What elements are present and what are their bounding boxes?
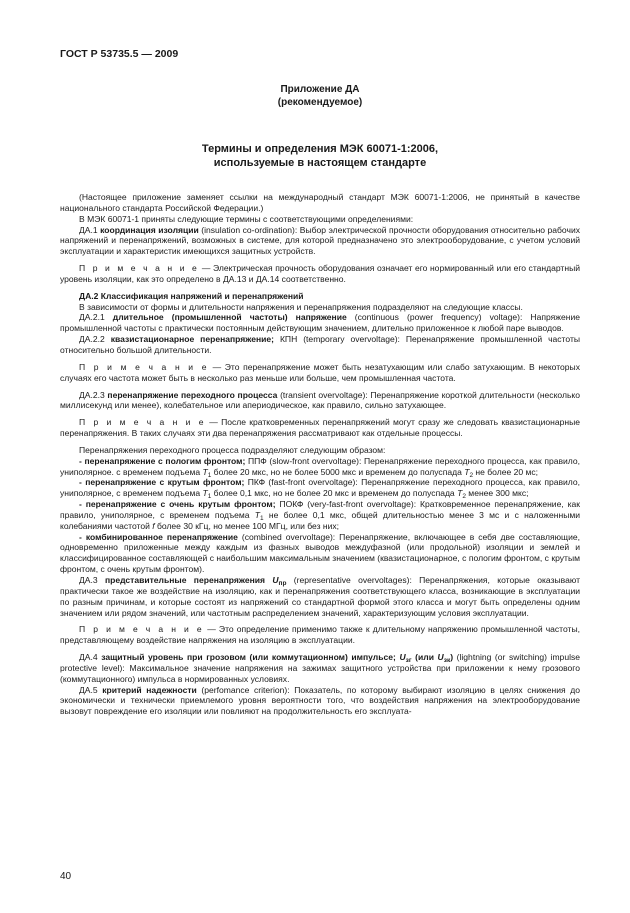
transient-intro: Перенапряжения переходного процесса подразделяют следующим образом: — [79, 444, 386, 455]
definition-da3: ДА.3 представительные перенапряжения $U_{пр}$ (representative overvoltages): Перенапряжения, которые оказывают практически такое же воздействие на изоляцию, как и перенапряжения соответствующего класса, возникающие в эксплуатации по разным причинам, и которые состоят из напряжений со стандартной формой этого класса и могут быть определены одним значением или рядом значений, или частотным распределением значений, характеризующим условия эксплуатации. — [60, 575, 580, 618]
standard-header: ГОСТ Р 53735.5 — 2009 — [60, 48, 179, 60]
intro-paragraph: (Настоящее приложение заменяет ссылки на международный стандарт МЭК 60071-1:2006, не принятый в качестве национального стандарта Российской Федерации.) — [60, 192, 580, 213]
definition-da21: ДА.2.1 длительное (промышленной частоты) напряжение (continuous (power frequency) voltage): Напряжение промышленной частоты с практически постоянным действующим значением, длительно приложенное к любой паре выводов. — [60, 312, 580, 334]
definition-da5: ДА.5 критерий надежности (perfomance criterion): Показатель, по которому выбирают изоляцию в целях снижения до экономически и технически приемлемого уровня вероятности того, что воздействия напряжения на электрооборудование вызовут повреждение его изоляции или повлияют на продолжительность его эксплуата- — [60, 684, 580, 717]
bullet-slow-front: - перенапряжение с пологим фронтом; ППФ (slow-front overvoltage): Перенапряжение переходного процесса, как правило, униполярное. с временем подъема $T_1$ более 20 мкс, но не более 5000 мкс и временем до полуспада $T_2$ не более 20 мс; — [60, 455, 581, 479]
note-1: П р и м е ч а н и е — Электрическая прочность оборудования означает его нормированный или его стандартный уровень изоляции, как это определено в ДА.13 и ДА.14 соответственно. — [60, 263, 580, 284]
intro-terms-paragraph: В МЭК 60071-1 приняты следующие термины с соответствующими определениями: — [79, 213, 414, 224]
appendix-title: Приложение ДА — [280, 84, 360, 95]
note-3: П р и м е ч а н и е — После кратковременных перенапряжений могут сразу же следовать квазистационарные перенапряжения. В таких случаях эти два перенапряжения рассматривают как отдельные процессы. — [60, 417, 580, 439]
da2-text: В зависимости от формы и длительности напряжения и перенапряжения подразделяют на следующие классы. — [79, 301, 523, 312]
note-4: П р и м е ч а н и е — Это определение применимо также к длительному напряжению промышленной частоты, представляющему воздействие напряжения на изоляцию в эксплуатации. — [60, 624, 580, 646]
section-title-line2: используемые в настоящем стандарте — [213, 157, 427, 169]
section-title-line1: Термины и определения МЭК 60071-1:2006, — [201, 143, 439, 155]
heading-da2: ДА.2 Классификация напряжений и перенапряжений — [79, 290, 304, 301]
bullet-very-fast-front: - перенапряжение с очень крутым фронтом; ПОКФ (very-fast-front overvoltage): Кратковременное перенапряжение, как правило, униполярное, с временем подъема $T_1$ не более 0,1 мкс, общей длительностью менее 3 мс и с наложенными колебаниями частотой f более 30 кГц, но менее 100 МГц, или без них; — [60, 499, 581, 531]
definition-da1: ДА.1 координация изоляции (insulation co-ordination): Выбор электрической прочности оборудования относительно рабочих напряжений и перенапряжений, возможных в системе, для которой предназначено это электрооборудование, с учетом условий эксплуатации и характеристик имеющихся защитных устройств. — [60, 224, 580, 257]
document-page — [60, 48, 580, 717]
bullet-combined: - комбинированное перенапряжение (combined overvoltage): Перенапряжение, включающее в себя две составляющие, одновременно приложенные между каждым из фазных выводов междуфазной (или продольной) изоляции и землей и классифицированное составляющей с наибольшим максимальным значением (квазистационарное, с пологим фронтом, с крутым фронтом, с очень крутым фронтом). — [60, 531, 580, 575]
section-title — [60, 142, 580, 170]
definition-da4: ДА.4 защитный уровень при грозовом (или коммутационном) импульсе; $U_{зг}$ (или $U_{зк}$) (lightning (or switching) impulse protective level): Максимальное значение напряжения на зажимах защитного устройства при приложении к нему грозового (коммутационного) импульса в нормированных условиях. — [60, 652, 580, 684]
definition-da22: ДА.2.2 квазистационарное перенапряжение; КПН (temporary overvoltage): Перенапряжение промышленной частоты относительно большой длительности. — [60, 334, 580, 355]
bullet-fast-front: - перенапряжение с крутым фронтом; ПКФ (fast-front overvoltage): Перенапряжение переходного процесса, как правило, униполярное, с временем подъема $T_1$ более 0,1 мкс, но не более 20 мкс и временем до полуспада $T_2$ менее 300 мкс; — [60, 477, 581, 501]
note-2: П р и м е ч а н и е — Это перенапряжение может быть незатухающим или слабо затухающим. В некоторых случаях его частота может быть в несколько раз меньше или больше, чем промышленная частота. — [60, 361, 580, 383]
page-number: 40 — [60, 871, 72, 882]
definition-da23: ДА.2.3 перенапряжение переходного процесса (transient overvoltage): Перенапряжение короткой длительности (несколько миллисекунд или менее), колебательное или апериодическое, как правило, сильно затухающее. — [60, 389, 580, 411]
appendix-kind: (рекомендуемое) — [277, 97, 363, 108]
